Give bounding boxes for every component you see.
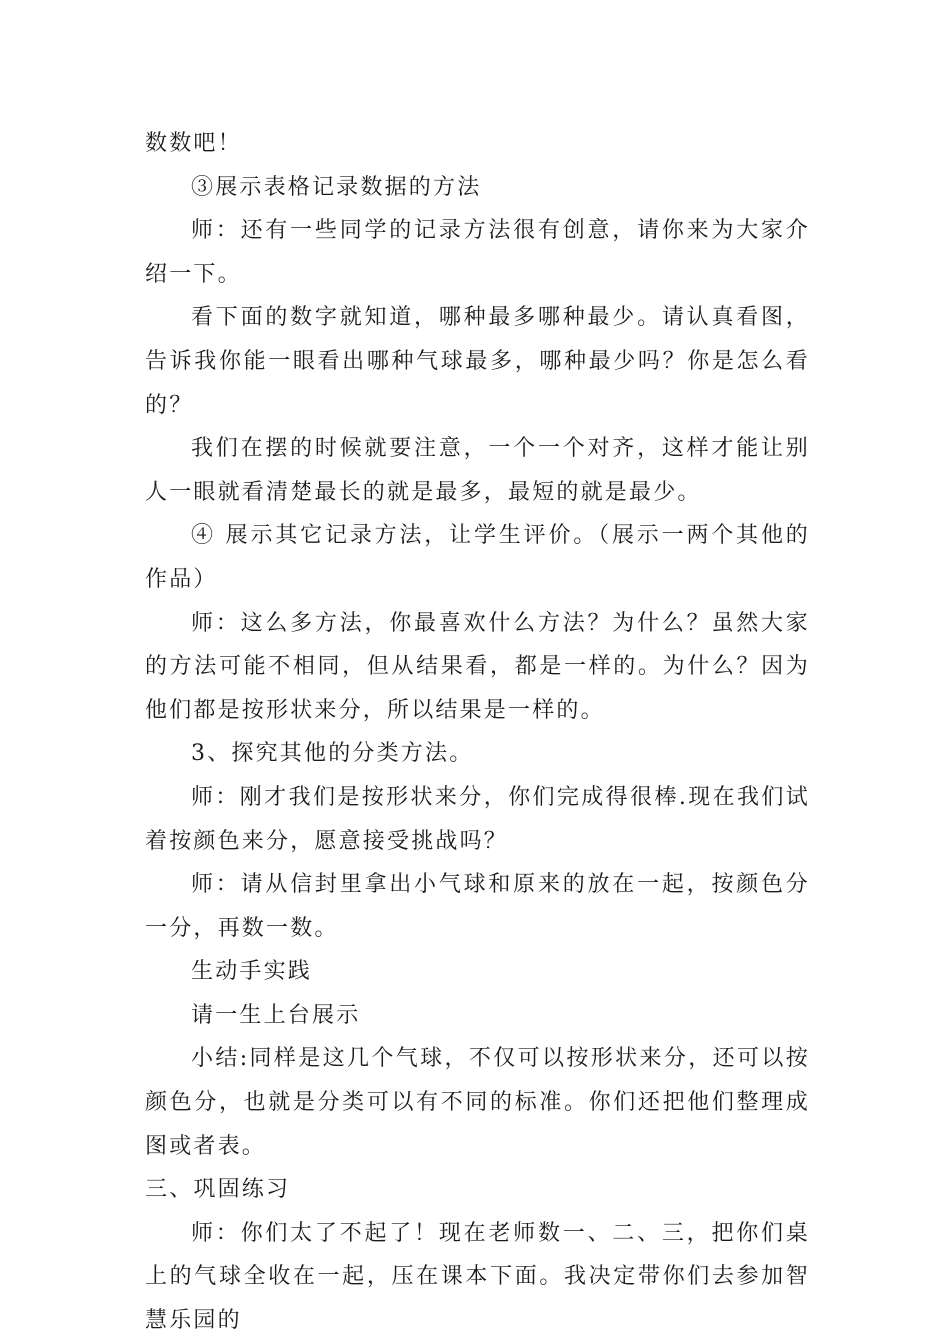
paragraph: 师：刚才我们是按形状来分，你们完成得很棒.现在我们试着按颜色来分，愿意接受挑战吗？ [145,784,810,854]
summary-paragraph: 小结:同样是这几个气球，不仅可以按形状来分，还可以按颜色分，也就是分类可以有不同的标准。你们还把他们整理成图或者表。 [145,1046,810,1159]
paragraph: 请一生上台展示 [191,1002,361,1028]
paragraph: ③展示表格记录数据的方法 [191,174,482,200]
paragraph: 师：请从信封里拿出小气球和原来的放在一起，按颜色分一分，再数一数。 [145,872,810,941]
paragraph: 看下面的数字就知道，哪种最多哪种最少。请认真看图，告诉我你能一眼看出哪种气球最多，哪种最少吗？你是怎么看的？ [145,305,810,418]
document-body [145,122,810,1343]
section-heading: 三、巩固练习 [145,1177,291,1203]
paragraph: 师：还有一些同学的记录方法很有创意，请你来为大家介绍一下。 [145,218,810,287]
paragraph: ④ 展示其它记录方法，让学生评价。（展示一两个其他的作品） [145,523,810,592]
paragraph: 师：这么多方法，你最喜欢什么方法？为什么？虽然大家的方法可能不相同，但从结果看，都是一样的。为什么？因为他们都是按形状来分，所以结果是一样的。 [145,610,810,723]
paragraph: 数数吧！ [145,131,242,156]
paragraph: 师：你们太了不起了！现在老师数一、二、三，把你们桌上的气球全收在一起，压在课本下面。我决定带你们去参加智慧乐园的 [145,1220,810,1334]
paragraph: 我们在摆的时候就要注意，一个一个对齐，这样才能让别人一眼就看清楚最长的就是最多，最短的就是最少。 [145,436,810,505]
section-heading: 3、探究其他的分类方法。 [191,741,474,767]
paragraph: 生动手实践 [191,959,313,985]
